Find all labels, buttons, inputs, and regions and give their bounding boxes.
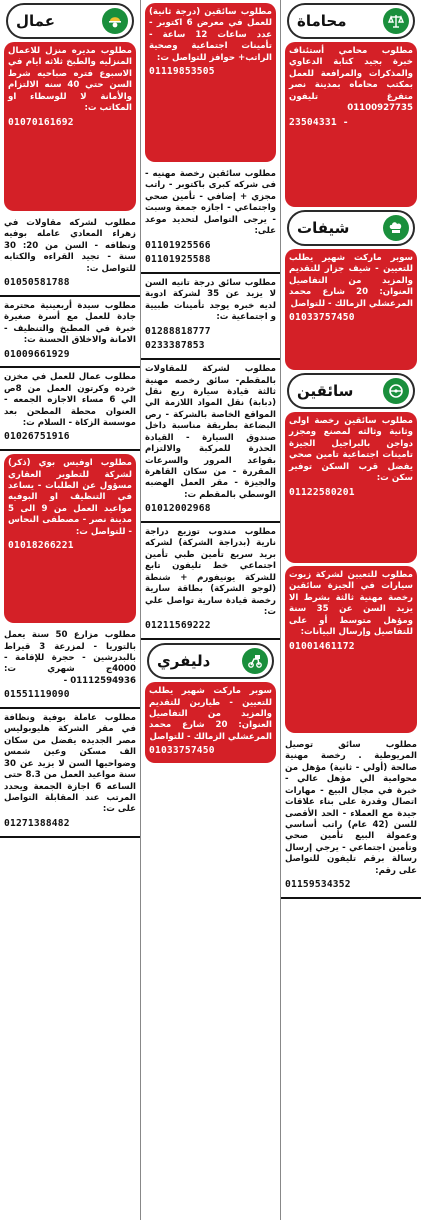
ad-phone: 01001461172 — [289, 640, 355, 652]
category-header-drivers — [287, 373, 415, 409]
category-title: دليفري — [157, 652, 211, 671]
ad-text: مطلوب عاملة بوفية ونظافة في مقر الشركة هليوبوليس مصر الجديده يفضل من سكان الف مسكن وعين شمس وضواحيها السن لا يزيد عن 30 سنة مواعيد العمل من 8.3 حتى الساعه 6 اجازة الجمعة ويحدد المرتب عند المقابلة التواصل على ت: — [4, 713, 137, 815]
middle-column — [141, 0, 280, 1220]
ad-text: مطلوب لشركة للمقاولات بالمقطم- سائق رخصه مهنية ثالثة قيادة سيارة ربع نقل (دبابة) نقل المواد اللازمة الي المواقع الخاصة بالشركة - رص البضاعة بطريقة مناسبة داخل صندوق السيارة - القيادة الحذرة للمركبة والالتزام بقواعد المرور والسرعات المقررة - من سكان القاهرة والجيزة - مقر العمل الهضبه الوسطي بالمقطم ت: — [145, 364, 276, 500]
ad-text: مطلوب سائقين رخصة اولى وثانية وثالثه لمصنع ومجزر دواجن بالبراجيل الجيزة تامينات اجتماعية تامين صحي يفضل قرب السكن توفير سكن ت: — [289, 416, 413, 484]
ad-phone: 01211569222 — [145, 620, 211, 632]
category-header-chefs — [287, 210, 415, 246]
category-title: عمال — [16, 12, 55, 30]
right-column — [281, 0, 421, 1220]
ad-text: مطلوب سائق توصيل المريوطية . رخصة مهنية صالحة (أولي - ثانية) مؤهل من محوامية الي مؤهل عالي - خبرة في مجال البيع - مهارات اتصال وقدرة على بناء علاقات جيدة مع العملاء - الحد الأقصى للسن (42 عام) راتب أساسي وعمولة البيع تأمين صحي وتأمين اجتماعي - يرجي إرسال رسالة برقم تليفون للتواصل على رقم: — [285, 740, 417, 876]
job-ad — [141, 360, 280, 523]
ad-phone: 01012002968 — [145, 503, 211, 515]
category-header-lawyer — [287, 3, 415, 39]
ad-phone: 01271388482 — [4, 817, 70, 829]
delivery-icon — [242, 648, 268, 674]
job-ad — [285, 42, 417, 207]
ad-phone: 01026751916 — [4, 431, 70, 443]
ad-text: مطلوب سائقين رخصة مهنيه - فى شركه كبرى باكتوبر - راتب مجزي + إضافي - تأمين صحي واجتماعي - اجازه جمعة وسبت - يرجى التواصل لتحديد موعد على: — [145, 169, 276, 237]
ad-phone: 23504331 - — [289, 116, 349, 128]
column-divider — [140, 0, 141, 1220]
ad-phone: 01033757450 — [149, 745, 215, 757]
job-ad — [141, 523, 280, 640]
ad-phone: 01101925566 — [145, 239, 211, 251]
chef-hat-icon — [383, 215, 409, 241]
job-ad — [0, 368, 140, 451]
job-ad — [141, 165, 280, 274]
worker-icon — [102, 8, 128, 34]
ad-phone: 01551119090 — [4, 689, 70, 701]
ad-text: مطلوب محامي أستئناف خبرة بجيد كتابة الدعاوي والمذكرات والمرافعة للعمل بمكتب محاماه بمدينة نصر متفرغ تليفون 01100927735 — [289, 46, 413, 114]
ad-phone: 01119853505 — [149, 66, 215, 78]
job-ad — [0, 626, 140, 709]
column-divider — [280, 0, 281, 1220]
category-title: محاماة — [297, 12, 347, 30]
left-column — [0, 0, 140, 1220]
driver-icon — [383, 378, 409, 404]
ad-phone: 01033757450 — [289, 312, 355, 324]
ad-phone: 01050581788 — [4, 277, 70, 289]
job-ad — [0, 297, 140, 368]
scales-icon — [383, 8, 409, 34]
ad-text: مطلوب للتعيين لشركة زيوت سيارات في الجيزة سائقين رخصة مهنية ثالثة بشرط الا يزيد السن عن 35 سنة ومؤهل متوسط أو على للتفاصيل وإرسال البيانات: — [289, 570, 413, 638]
job-ad — [0, 709, 140, 838]
ad-text: مطلوب مندوب توزيع دراجة نارية (بدراجة الشركة) لشركه بريد سريع تأمين طبي تأمين اجتماعي خط تليفون تابع للشركة يونيفورم + شنطة (لوجو الشركة) بطاقة سارية رخصة قيادة سارية تواصل علي ت: — [145, 527, 276, 617]
category-title: سائقين — [297, 382, 354, 400]
ad-text: مطلوب سائق درجة تانيه السن لا يزيد عن 35 لشركة ادوية لديه خبره يوجد تأمينات طبيية و اجتماعية ت: — [145, 278, 276, 323]
ad-text: مطلوب اوفيس بوي (ذكر) لشركة للتطوير العقاري مسؤول عن الطلبات - يساعد في التنظيف او البوفيه مواعيد العمل من 9 الى 5 مدينة نصر - مصطفى النحاس - للتواصل ت: — [8, 458, 132, 537]
ad-phone: 01288818777 — [145, 325, 211, 337]
category-title: شيفات — [297, 219, 350, 237]
ad-phone: 01122580201 — [289, 486, 355, 498]
ad-text: مطلوب مديره منزل للاعمال المنزليه والطبخ ثلاثه ايام في الاسبوع فتره صباحيه شرط السن حتي 40 سنه الالتزام والأمانة لا للوسطاء او المكاتب ت: — [8, 46, 133, 114]
job-ad — [285, 566, 417, 733]
ad-text: مطلوب سائقين (درجة ثانية) للعمل في معرض 6 اكتوبر - عدد ساعات 12 ساعة - تأمينات اجتماعية وصحية الراتب+ حوافز للتواصل ت: — [149, 7, 273, 63]
ad-text: مطلوب مزارع 50 سنة يعمل بالتوريا - لمزرعة 3 قيراط بالبدرشين - حجرة للإقامة - 4000ج شهري ت: 01112594936 - — [4, 630, 136, 686]
job-ad — [4, 454, 136, 623]
category-header-workers — [6, 3, 134, 39]
ad-phone: 01009661929 — [4, 348, 70, 360]
job-ad — [145, 3, 276, 162]
ad-phone: 01101925588 — [145, 254, 211, 266]
job-ad — [141, 274, 280, 360]
ad-phone: 01159534352 — [285, 879, 351, 891]
job-ad — [4, 42, 136, 211]
ad-text: مطلوب سيدة أربعينية محترمة جادة للعمل مع أسرة صغيرة خبرة في المطبخ والتنظيف - الامانة والاخلاق الحسنة ت: — [4, 300, 136, 346]
ad-text: مطلوب لشركه مقاولات في زهراء المعادي عامله بوفيه ونظافه - السن من 20: 30 سنة - تجيد القراءه والكتابه للتواصل ت: — [4, 218, 136, 274]
ad-text: سوبر ماركت شهير يطلب للتعيين - شيف جزار للتقديم والمزيد من التفاصيل العنوان: 20 شارع محمد المرعشلي الزمالك - للتواصل — [289, 253, 413, 309]
ad-phone: 0233387853 — [145, 340, 205, 352]
job-ad — [285, 249, 417, 370]
job-ad — [281, 736, 421, 899]
job-ad — [145, 682, 276, 763]
job-ad — [285, 412, 417, 563]
ad-phone: 01070161692 — [8, 116, 74, 128]
ad-phone: 01018266221 — [8, 540, 74, 552]
category-header-delivery — [147, 643, 274, 679]
job-ad — [0, 214, 140, 297]
ad-text: مطلوب عمال للعمل في مخزن خرده وكرتون العمل من 8ص الي 6 مساء الاجازه الجمعه - العنوان محطة المطحن بعد موسسة الزكاة - السلام ت: — [4, 372, 136, 428]
ad-text: سوبر ماركت شهير يطلب للتعيين - طيارين للتقديم والمزيد من التفاصيل العنوان: 20 شارع محمد المرعشلي الزمالك - للتواصل — [149, 686, 272, 742]
